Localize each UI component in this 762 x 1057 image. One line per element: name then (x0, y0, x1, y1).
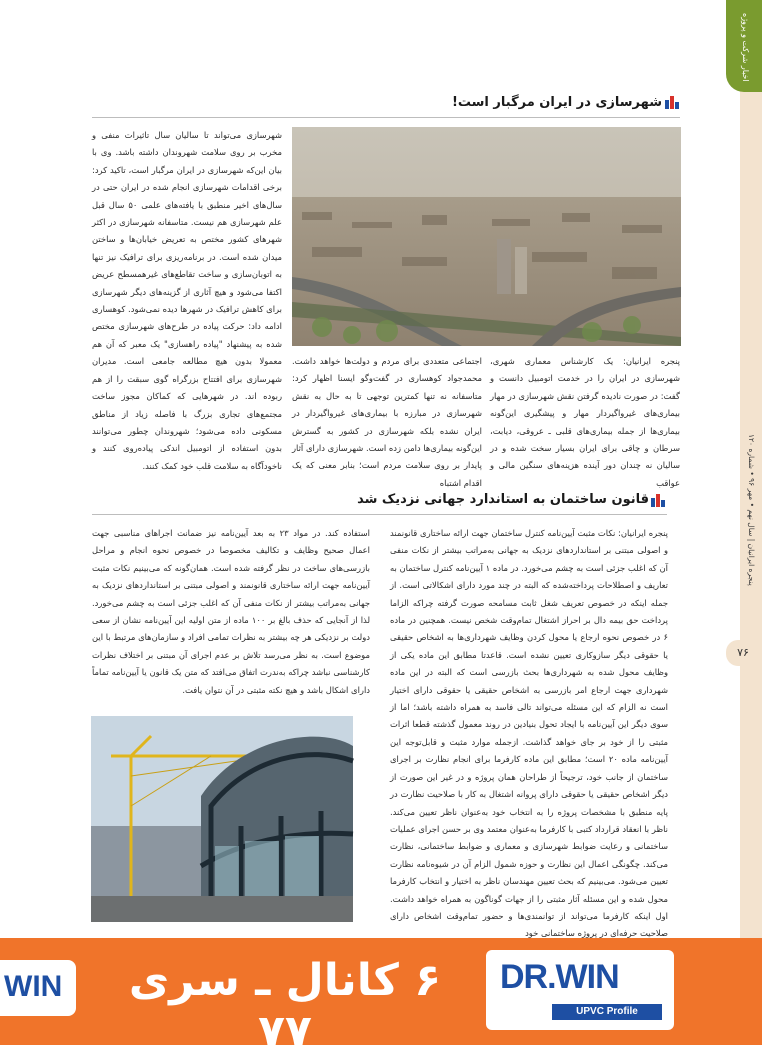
divider (92, 117, 680, 118)
brand-name: DR.WIN (500, 958, 619, 996)
article2-title: قانون ساختمان به استاندارد جهانی نزدیک شد (357, 492, 649, 507)
construction-photo (91, 716, 353, 922)
dr-win-logo (486, 950, 674, 1030)
page-number: ۷۶ (737, 646, 749, 659)
article1-col-left: شهرسازی می‌تواند تا سالیان سال تاثیرات منفی و مخرب بر روی سلامت شهروندان داشته باشد. وی با بیان این‌که شهرسازی در ایران مرگبار است، تاکید کرد: برخی اقدامات شهرسازی انجام شده در ایران حتی در سال‌های اخیر منطبق با یافته‌های علمی ۵۰ سال قبل علم شهرسازی هم نیست. متاسفانه شهرسازی در اکثر شهرهای کشور مختص به تعریض خیابان‌ها و ساختن میدان شده است. در برنامه‌ریزی برای ترافیک نیز تنها به اتوبان‌سازی و ساخت تقاطع‌های غیرهمسطح عریض اکتفا می‌شود و هیچ آثاری از گزینه‌های دیگر شهرسازی برای کاهش ترافیک در شهرها دیده نمی‌شود. کوهساری ادامه داد: حرکت پیاده در طرح‌های شهرسازی مختص شده به پیشنهاد "پیاده راهسازی" یک معبر که آن هم معمولا بدون هیچ مطالعه جامعی است. مدیران شهرسازی برای افتتاح بزرگراه گوی سبقت را از هم ربوده اند. در شهرهایی که کماکان مجوز ساخت مجتمع‌های تجاری بزرگ با فاصله زیاد از مناطق مسکونی داده می‌شود؛ شهروندان چطور می‌توانند بدون استفاده از اتومبیل اندکی پیاده‌روی کنند و ناخودآگاه به سلامت قلب خود کمک کنند. (92, 130, 282, 471)
building-icon (650, 492, 666, 508)
article1-title: شهرسازی در ایران مرگبار است! (451, 95, 662, 110)
section-tab-label: اخبار شرکت و پروژه (741, 12, 750, 82)
divider (92, 514, 667, 515)
win-logo (0, 960, 76, 1016)
article1-col-right: پنجره ایرانیان: یک کارشناس معماری شهری، شهرسازی در ایران را در خدمت اتومبیل دانست و گفت: در صورت نادیده گرفتن نقش شهرسازی در مهار بیماری‌های غیرواگیردار مهار و پیشگیری این‌گونه بیماری‌ها از جمله بیماری‌های قلبی ـ عروقی، دیابت، سرطان و چاقی برای ایران بسیار سخت شده و در سالیان نه چندان دور آینده هزینه‌های سنگین مالی و عواقب (490, 356, 680, 488)
city-photo (292, 127, 681, 346)
brand-subtitle: UPVC Profile (552, 1004, 662, 1020)
win-logo-text: WIN (4, 970, 63, 1003)
footer-title: ۶ کانال ـ سری ۷۷ (128, 955, 442, 1057)
article1-col-mid: اجتماعی متعددی برای مردم و دولت‌ها خواهد داشت. محمدجواد کوهساری در گفت‌وگو ایسنا اظهار کرد: متاسفانه نه تنها کمترین توجهی تا به حال به نقش شهرسازی در مبارزه با بیماری‌های غیرواگیردار در ایران نشده بلکه شهرسازی در کشور به گسترش این‌گونه بیماری‌ها دامن زده است. شهرسازی دارای آثار پایدار بر روی سلامت مردم است؛ بنابر معنی که یک اقدام اشتباه (292, 356, 482, 488)
building-icon (664, 94, 680, 110)
article2-col-right: پنجره ایرانیان: نکات مثبت آیین‌نامه کنترل ساختمان جهت ارائه ساختاری قانونمند و اصولی مبتنی بر استانداردهای نزدیک به جهانی به‌مراتب بیشتر از نکات منفی آن که اغلب جزئی است به چشم می‌خورد. در ماده ۱ آیین‌نامه کنترل ساختمان به تعاریف و اصطلاحات پرداخته‌شده که البته در چند مورد دارای اشکالاتی است. از جمله اینکه در خصوص تعریف شغل ثابت مسامحه صورت گرفته چراکه الزاما پرداخت حق بیمه دال بر احراز اشتغال تمام‌وقت شخص نیست. همچنین در ماده ۶ در خصوص نحوه ارجاع یا محول کردن وظایف شهرداری‌ها به اشخاص حقیقی یا حقوقی دیگر سازوکاری تعیین نشده است. قاعدتا مطابق این ماده یکی از وظایف محول شده به شهرداری‌ها بحث بازرسی است که البته در این ماده شهرداری جهت ارجاع امر بازرسی به اشخاص حقیقی یا حقوقی دارای اختیار است نه الزام که این مسئله می‌تواند تالی فاسد به همراه داشته باشد؛ اما از سوی دیگر این آیین‌نامه با ایجاد تحول بنیادین در روند معمول گذشته قطعا اثرات مثبتی را از خود بر جای خواهد گذاشت. ازجمله موارد مثبت و قابل‌توجه این آیین‌نامه ماده ۲۰ است؛ مطابق این ماده کارفرما برای انجام نظارت بر اجرای ساختمان از جانب خود، ترجیحاً از طراحان همان پروژه و در غیر این صورت از دیگر اشخاص حقیقی یا حقوقی دارای پروانه اشتغال به کار با صلاحیت نظارت در پایه منطبق با مشخصات پروژه را به انتخاب خود به‌عنوان ناظر تعیین می‌کند. ناظر با انعقاد قرارداد کتبی با کارفرما به‌عنوان معتمد وی بر حسن اجرای عملیات ساختمانی و رعایت ضوابط شهرسازی و معماری و ضوابط ساختمانی، نظارت می‌کند. چگونگی اعمال این نظارت و حوزه شمول الزام آن در شیوه‌نامه نظارت تعیین می‌شود. می‌بینیم که بحث تعیین مهندسان ناظر به اختیار و انتخاب کارفرما محول شده و این مسئله آثار مثبتی را از جهات گوناگون به همراه خواهد داشت. اول اینکه کارفرما می‌تواند از توانمندی‌ها و حضور تمام‌وقت اشخاص دارای صلاحیت حرفه‌ای در پروژه ساختمانی خود (390, 528, 668, 939)
issue-meta: پنجره ایرانیان | سال نهم • مهر ۹۶ • شماره ۱۲۰ (747, 434, 756, 586)
article2-col-left: استفاده کند. در مواد ۲۳ به بعد آیین‌نامه نیز ضمانت اجراهای مناسبی جهت اعمال صحیح وظایف و تکالیف مخصوصا در خصوص نحوه انجام و مراحل بازرسی‌های ساخت در نظر گرفته شده است. همان‌گونه که می‌بینیم نکات مثبت آیین‌نامه جهت ارائه ساختاری قانونمند و اصولی مبتنی بر استانداردهای نزدیک به جهانی به‌مراتب بیشتر از نکات منفی آن که اغلب جزئی است به چشم می‌خورد. لذا از آنجایی که حذف بالغ بر ۱۰۰ ماده از متن اولیه این آیین‌نامه نشان از سعی دولت بر نزدیکی هر چه بیشتر به نظرات تمامی افراد و سازمان‌های مرتبط با این موضوع است. به نظر می‌رسد تلاش بر عدم اجرای آن مبتنی بر اختلاف نظرات کارشناسی نباشد چراکه به‌ندرت اتفاق می‌افتد که متن یک قانون یا آیین‌نامه تماماً دارای اشکال باشد و هیچ نکته مثبتی در آن نتوان یافت. (92, 528, 370, 695)
